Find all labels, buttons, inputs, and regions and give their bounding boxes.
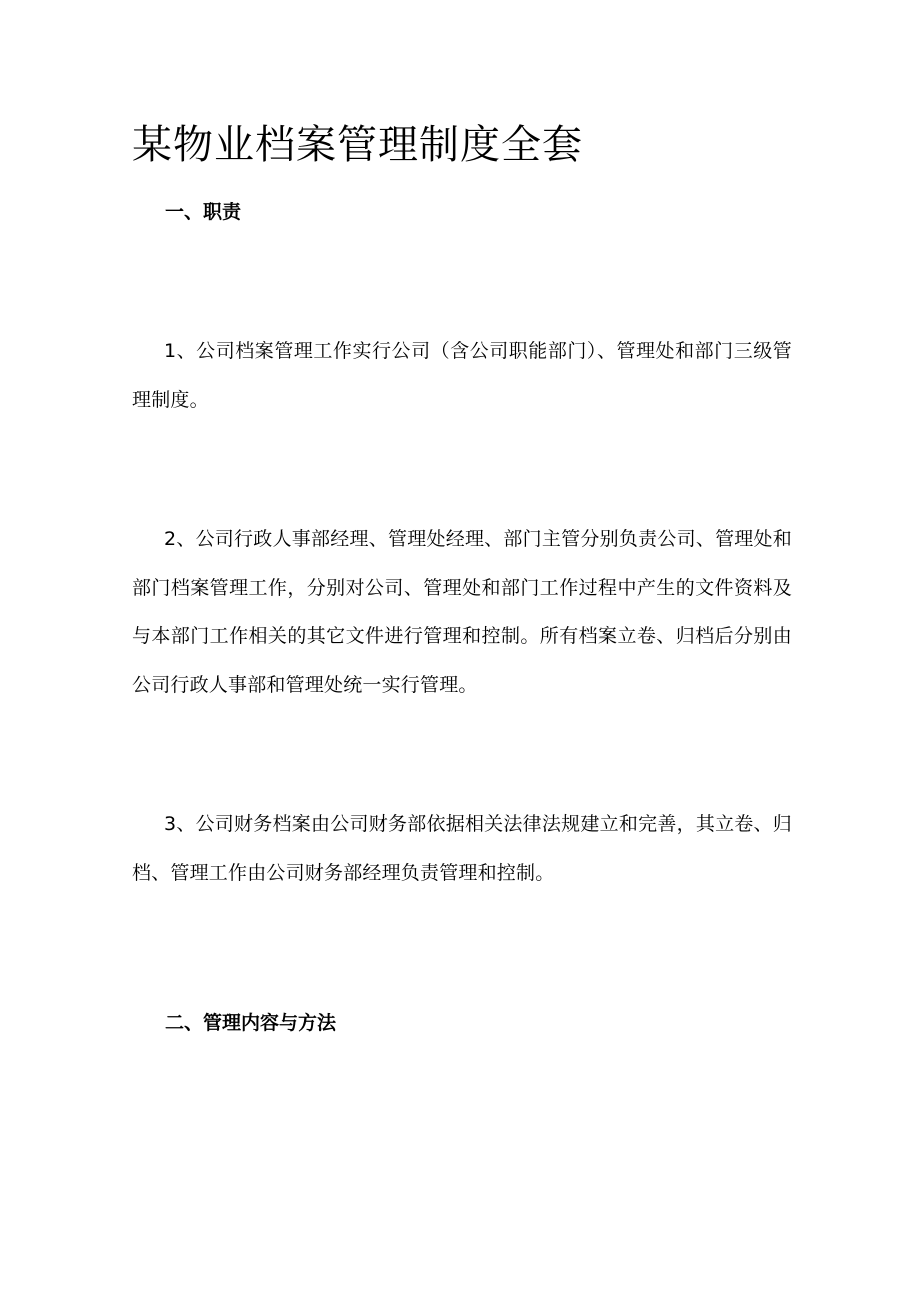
section-heading-responsibilities: 一、职责 [165,201,242,223]
paragraph-item-3: 3、公司财务档案由公司财务部依据相关法律法规建立和完善，其立卷、归档、管理工作由公司财务部经理负责管理和控制。 [132,813,792,884]
paragraph-item-1: 1、公司档案管理工作实行公司（含公司职能部门）、管理处和部门三级管理制度。 [132,340,792,411]
document-title: 某物业档案管理制度全套 [132,122,583,168]
paragraph-item-2: 2、公司行政人事部经理、管理处经理、部门主管分别负责公司、管理处和部门档案管理工作，分别对公司、管理处和部门工作过程中产生的文件资料及与本部门工作相关的其它文件进行管理和控制。所有档案立卷、归档后分别由公司行政人事部和管理处统一实行管理。 [132,528,792,696]
section-heading-management-content: 二、管理内容与方法 [165,1012,337,1034]
